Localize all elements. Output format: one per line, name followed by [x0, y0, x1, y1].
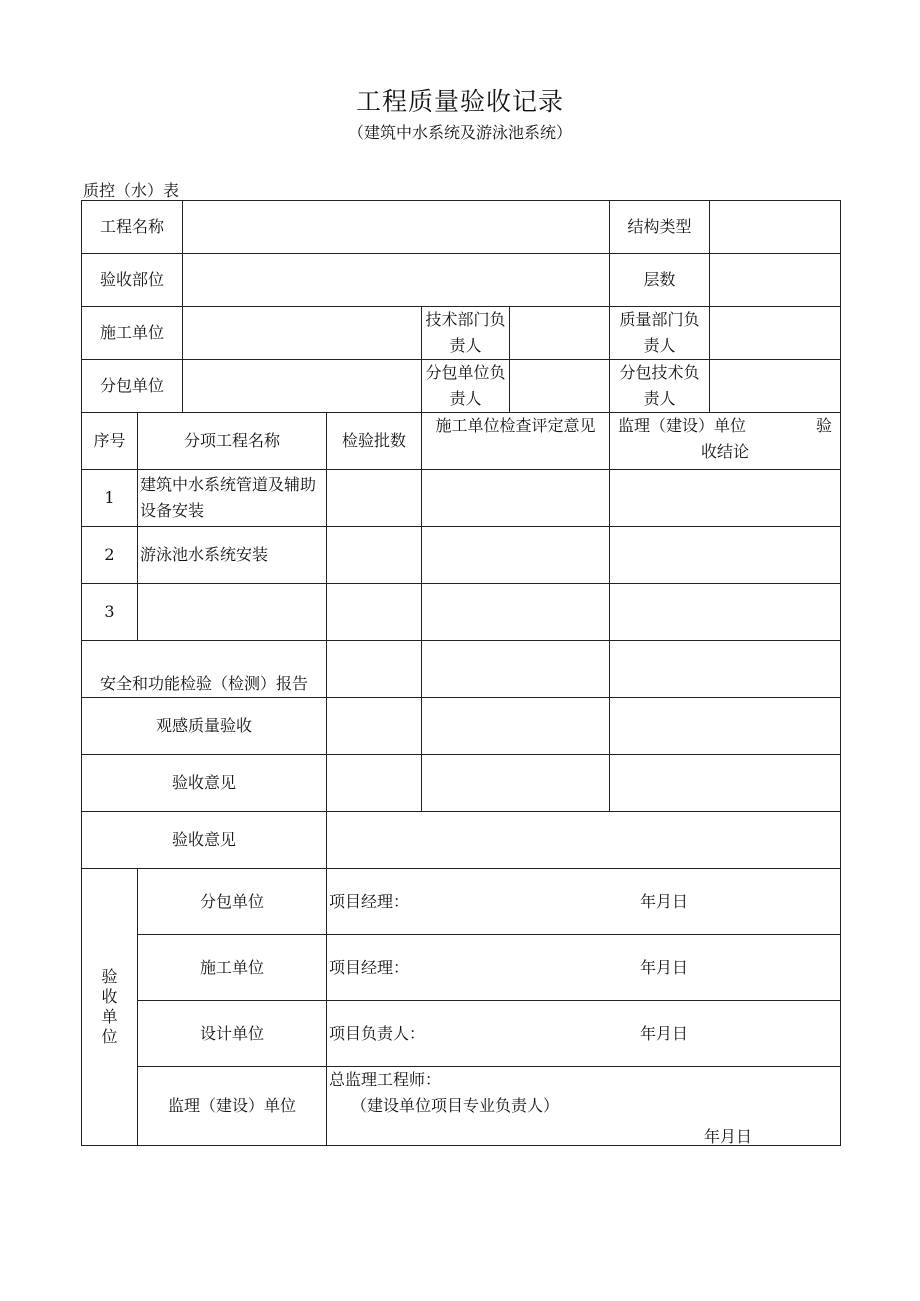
appearance-label: 观感质量验收: [82, 698, 327, 755]
contractor-opinion-header: 施工单位检查评定意见: [422, 413, 610, 470]
quality-dept-head-label: 质量部门负责人: [610, 307, 710, 360]
acceptance-part-value[interactable]: [183, 254, 610, 307]
table-row: [82, 641, 841, 698]
contractor-label: 施工单位: [82, 307, 183, 360]
table-row: [82, 470, 841, 527]
signoff-person-label: 项目负责人：: [329, 1023, 426, 1043]
chief-supervisor-label: 总监理工程师：: [329, 1070, 442, 1089]
project-name-value[interactable]: [183, 201, 610, 254]
signoff-unit: 分包单位: [138, 869, 327, 935]
table-row: [82, 755, 841, 812]
item-contractor-opinion[interactable]: [422, 470, 610, 527]
structure-type-label: 结构类型: [610, 201, 710, 254]
acceptance-units-group: [82, 869, 138, 1146]
page-title: 工程质量验收记录: [355, 87, 564, 116]
subcontract-tech-head-label: 分包技术负责人: [610, 360, 710, 413]
item-contractor-opinion[interactable]: [422, 527, 610, 584]
item-name-header: 分项工程名称: [138, 413, 327, 470]
supervisor-signoff-cell[interactable]: [327, 1067, 841, 1146]
safety-report-conclusion[interactable]: [610, 641, 841, 698]
tech-dept-head-value[interactable]: [510, 307, 610, 360]
item-name: 建筑中水系统管道及辅助设备安装: [138, 470, 327, 527]
signoff-date: 年月日: [640, 1023, 689, 1043]
owner-project-head-label: （建设单位项目专业负责人）: [351, 1096, 560, 1115]
signoff-unit: 设计单位: [138, 1001, 327, 1067]
subcontractor-value[interactable]: [183, 360, 422, 413]
item-seq: 1: [82, 470, 138, 527]
item-batches[interactable]: [327, 470, 422, 527]
supervisor-header-right: 验: [816, 416, 833, 435]
supervisor-header-left: 监理（建设）单位: [618, 416, 747, 435]
table-row: [82, 201, 841, 254]
acceptance-opinion-contractor[interactable]: [422, 755, 610, 812]
appearance-conclusion[interactable]: [610, 698, 841, 755]
floors-value[interactable]: [710, 254, 841, 307]
safety-report-opinion[interactable]: [422, 641, 610, 698]
safety-report-label: 安全和功能检验（检测）报告: [82, 641, 327, 698]
subcontractor-head-label: 分包单位负责人: [422, 360, 510, 413]
acceptance-record-table: [81, 200, 841, 1146]
contractor-value[interactable]: [183, 307, 422, 360]
item-name: [138, 584, 327, 641]
subcontractor-head-value[interactable]: [510, 360, 610, 413]
table-row: [82, 360, 841, 413]
acceptance-opinion-value[interactable]: [327, 812, 841, 869]
table-row: [82, 812, 841, 869]
batches-header: 检验批数: [327, 413, 422, 470]
signoff-person-label: 项目经理：: [329, 957, 410, 977]
table-row: [82, 527, 841, 584]
table-row: [82, 698, 841, 755]
item-supervisor-conclusion[interactable]: [610, 470, 841, 527]
item-contractor-opinion[interactable]: [422, 584, 610, 641]
tech-dept-head-label: 技术部门负责人: [422, 307, 510, 360]
signoff-date: 年月日: [640, 891, 689, 911]
signoff-unit: 施工单位: [138, 935, 327, 1001]
structure-type-value[interactable]: [710, 201, 841, 254]
safety-report-batches[interactable]: [327, 641, 422, 698]
acceptance-units-label: 验收单位: [101, 967, 118, 1046]
subcontract-tech-head-value[interactable]: [710, 360, 841, 413]
seq-header: 序号: [82, 413, 138, 470]
appearance-opinion[interactable]: [422, 698, 610, 755]
table-row: [82, 584, 841, 641]
acceptance-opinion-conclusion[interactable]: [610, 755, 841, 812]
supervisor-header-line2: 收结论: [701, 442, 750, 461]
signoff-unit: 监理（建设）单位: [138, 1067, 327, 1146]
page-subtitle: （建筑中水系统及游泳池系统）: [347, 123, 572, 142]
signoff-cell[interactable]: [327, 935, 841, 1001]
table-row: [82, 307, 841, 360]
table-row: [82, 413, 841, 470]
quality-dept-head-value[interactable]: [710, 307, 841, 360]
item-supervisor-conclusion[interactable]: [610, 527, 841, 584]
supervisor-conclusion-header: [610, 413, 841, 470]
subcontractor-label: 分包单位: [82, 360, 183, 413]
table-row: [82, 1001, 841, 1067]
project-name-label: 工程名称: [82, 201, 183, 254]
floors-label: 层数: [610, 254, 710, 307]
form-number: 质控（水）表: [83, 181, 180, 200]
acceptance-opinion-label: 验收意见: [82, 755, 327, 812]
item-seq: 2: [82, 527, 138, 584]
acceptance-part-label: 验收部位: [82, 254, 183, 307]
table-row: [82, 935, 841, 1001]
table-row: [82, 254, 841, 307]
signoff-cell[interactable]: [327, 1001, 841, 1067]
signoff-cell[interactable]: [327, 869, 841, 935]
acceptance-opinion-batches[interactable]: [327, 755, 422, 812]
acceptance-opinion-label: 验收意见: [82, 812, 327, 869]
supervisor-signoff-date: 年月日: [704, 1127, 753, 1146]
signoff-person-label: 项目经理：: [329, 891, 410, 911]
item-seq: 3: [82, 584, 138, 641]
item-supervisor-conclusion[interactable]: [610, 584, 841, 641]
table-row: [82, 869, 841, 935]
item-batches[interactable]: [327, 584, 422, 641]
appearance-batches[interactable]: [327, 698, 422, 755]
signoff-date: 年月日: [640, 957, 689, 977]
item-batches[interactable]: [327, 527, 422, 584]
item-name: 游泳池水系统安装: [138, 527, 327, 584]
